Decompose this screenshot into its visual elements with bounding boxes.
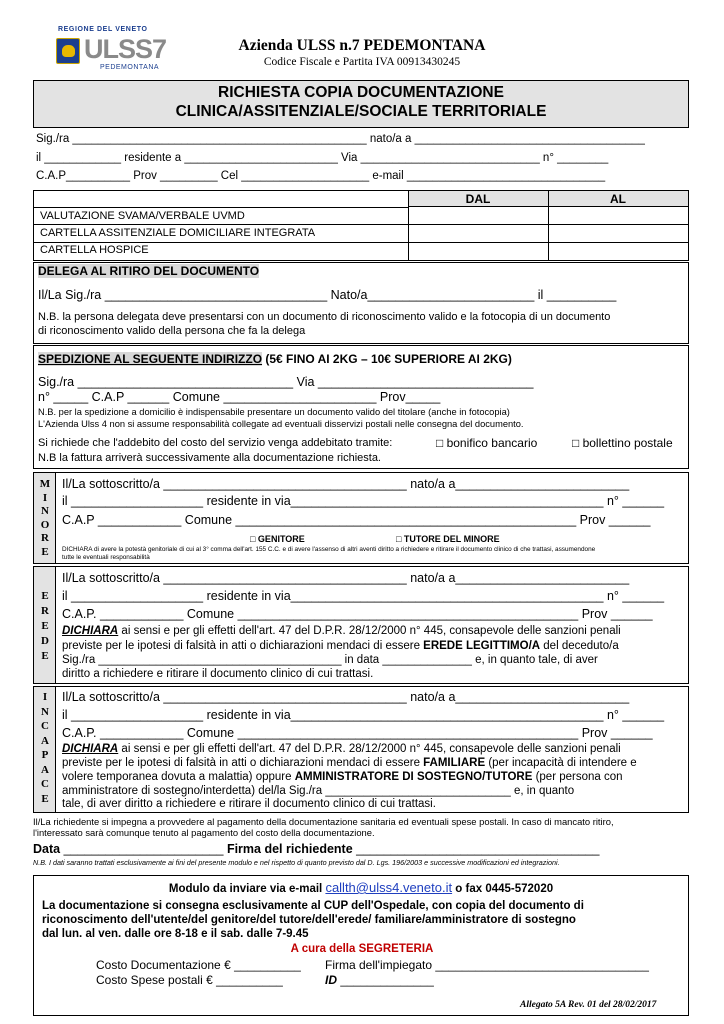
id-line[interactable]: ______________ (337, 973, 434, 987)
cost-postal[interactable]: Costo Spese postali € __________ (96, 973, 283, 987)
side-letter: I (42, 491, 48, 504)
incapace-declaration-4[interactable]: amministratore di sostegno/interdetta) del/la Sig./ra _____________________________ e, in quanto (62, 785, 575, 797)
form-title-line1: RICHIESTA COPIA DOCUMENTAZIONE (218, 84, 504, 101)
firma-field[interactable]: ___________________________________ (352, 842, 600, 856)
id-field[interactable] (325, 973, 434, 987)
side-letter: C (41, 720, 49, 732)
incapace-decl-text: volere temporanea dovuta a malattia) oppure (62, 771, 295, 783)
col-dal-header: DAL (465, 192, 491, 206)
side-letter: A (41, 763, 49, 776)
minore-side-label (34, 478, 56, 559)
side-letter: E (41, 545, 49, 558)
bonifico-checkbox[interactable]: □ bonifico bancario (436, 436, 538, 450)
spedizione-title-text: SPEDIZIONE AL SEGUENTE INDIRIZZO (38, 352, 263, 366)
side-letter: E (41, 792, 49, 805)
incapace-declaration-2 (62, 757, 637, 769)
incapace-declaration-5: tale, di aver diritto a richiedere e ritirare il documento clinico di cui trattasi. (62, 798, 436, 810)
segreteria-title: A cura della SEGRETERIA (290, 943, 434, 955)
table-hline-0 (34, 207, 408, 208)
table-vline-2 (548, 207, 549, 260)
patient-line-2[interactable]: il ____________ residente a ________________________ Via ____________________________ n° ________ (36, 152, 609, 164)
dichiara-word: DICHIARA (62, 743, 119, 755)
agency-name: Azienda ULSS n.7 PEDEMONTANA (238, 37, 486, 54)
side-letter: I (42, 691, 48, 703)
form-title-line2: CLINICA/ASSITENZIALE/SOCIALE TERRITORIALE (175, 103, 547, 120)
payment-commitment-1: Il/La richiedente si impegna a provvedere al pagamento della documentazione sanitaria ed eventuali spese postali. In caso di mancato ritiro, (33, 816, 614, 827)
side-letter: E (41, 650, 49, 662)
erede-decl-text: previste per le ipotesi di falsità in atti o dichiarazioni mendaci di essere (62, 640, 424, 652)
patient-line-1[interactable]: Sig./ra ______________________________________________ nato/a a ____________________________________ (36, 133, 645, 145)
dichiara-word: DICHIARA (62, 625, 119, 637)
incapace-decl-text: ai sensi e per gli effetti dell'art. 47 del D.P.R. 28/12/2000 n° 445, consapevole delle sanzioni penali (118, 743, 621, 755)
bollettino-checkbox[interactable]: □ bollettino postale (572, 436, 673, 450)
invoice-note: N.B la fattura arriverà successivamente alla documentazione richiesta. (38, 452, 381, 464)
delega-title-text: DELEGA AL RITIRO DEL DOCUMENTO (38, 264, 260, 278)
erede-declaration-4: diritto a richiedere e ritirare il documento clinico di cui trattasi. (62, 668, 374, 680)
logo-region-text: REGIONE DEL VENETO (58, 26, 148, 33)
incapace-line-3[interactable]: C.A.P. ____________ Comune _________________________________________________ Prov ______ (62, 726, 653, 740)
signature-line[interactable] (33, 842, 599, 856)
tax-code: Codice Fiscale e Partita IVA 00913430245 (263, 56, 461, 68)
table-hline-1 (34, 224, 688, 225)
patient-line-3[interactable]: C.A.P__________ Prov _________ Cel ____________________ e-mail _______________________________ (36, 170, 606, 182)
spedizione-note-1: N.B. per la spedizione a domicilio è indispensabile presentare un documento valido del titolare (anche in fotocopia) (38, 407, 510, 417)
side-letter: E (41, 620, 49, 632)
side-letter: N (41, 505, 49, 517)
minore-line-3[interactable]: C.A.P ____________ Comune _________________________________________________ Prov ______ (62, 513, 651, 527)
erede-declaration-2 (62, 640, 619, 652)
fax-text: o fax 0445-572020 (452, 883, 554, 895)
table-row: CARTELLA HOSPICE (40, 244, 149, 256)
send-text: Modulo da inviare via e-mail (168, 883, 326, 895)
table-row: CARTELLA ASSITENZIALE DOMICILIARE INTEGRATA (40, 227, 316, 239)
erede-line-3[interactable]: C.A.P. ____________ Comune _________________________________________________ Prov ______ (62, 607, 653, 621)
side-letter: M (39, 478, 51, 490)
incapace-line-1[interactable]: Il/La sottoscritto/a ___________________________________ nato/a a_________________________ (62, 690, 630, 704)
table-hline-2 (34, 242, 688, 243)
incapace-declaration-3 (62, 771, 623, 783)
incapace-declaration-1 (62, 743, 621, 755)
genitore-checkbox[interactable]: □ GENITORE (250, 534, 305, 544)
minore-declaration-1: DICHIARA di avere la potestà genitoriale di cui al 3° comma dell'art. 155 C.C. e di avere l'assenso di altri aventi diritto a richiedere e ritirare il documento clinico di che trattasi, assumendone (62, 546, 596, 553)
spedizione-line-1[interactable]: Sig./ra _______________________________ Via _______________________________ (38, 375, 534, 389)
delega-note-2: di riconoscimento valido della persona che fa la delega (38, 325, 306, 337)
side-letter: E (41, 590, 49, 602)
side-letter: O (40, 518, 50, 531)
erede-line-1[interactable]: Il/La sottoscritto/a ___________________________________ nato/a a_________________________ (62, 571, 630, 585)
firma-label: Firma del richiedente (226, 842, 353, 856)
email-link[interactable]: callth@ulss4.veneto.it (325, 880, 453, 895)
send-instructions (33, 880, 689, 895)
col-al-header: AL (610, 192, 626, 206)
delivery-line-1: La documentazione si consegna esclusivamente al CUP dell'Ospedale, con copia del documento di (42, 900, 584, 912)
side-letter: D (41, 635, 49, 647)
side-letter: C (41, 778, 49, 790)
table-vline-1 (408, 207, 409, 260)
erede-declaration-3[interactable]: Sig./ra ______________________________________ in data ______________ e, in quanto tale, di aver (62, 654, 598, 666)
amministratore-text: AMMINISTRATORE DI SOSTEGNO/TUTORE (294, 771, 533, 783)
minore-declaration-2: tutte le eventuali responsabilità (62, 554, 150, 561)
delega-title (38, 264, 259, 278)
side-letter: A (41, 734, 49, 747)
allegato-ref: Allegato 5A Rev. 01 del 28/02/2017 (520, 1000, 657, 1010)
spedizione-title (38, 352, 512, 366)
table-row: VALUTAZIONE SVAMA/VERBALE UVMD (40, 210, 245, 222)
logo (52, 26, 170, 84)
side-letter: P (41, 749, 49, 761)
employee-signature[interactable]: Firma dell'impiegato ________________________________ (325, 958, 649, 972)
erede-line-2[interactable]: il ___________________ residente in via_____________________________________________ n° ______ (62, 589, 665, 603)
incapace-line-2[interactable]: il ___________________ residente in via_____________________________________________ n° ______ (62, 708, 665, 722)
id-label: ID (325, 973, 337, 987)
delega-note-1: N.B. la persona delegata deve presentarsi con un documento di riconoscimento valido e la fotocopia di un documento (38, 311, 611, 323)
familiare-text: FAMILIARE (423, 757, 486, 769)
logo-sub-text: PEDEMONTANA (100, 64, 160, 71)
side-letter: N (41, 705, 49, 718)
data-field[interactable]: _______________________ (60, 842, 227, 856)
incapace-decl-text: previste per le ipotesi di falsità in atti o dichiarazioni mendaci di essere (62, 757, 424, 769)
erede-side-label (34, 589, 56, 664)
side-letter: R (41, 532, 49, 544)
erede-decl-text: ai sensi e per gli effetti dell'art. 47 del D.P.R. 28/12/2000 n° 445, consapevole delle sanzioni penali (118, 625, 621, 637)
delivery-line-2: riconoscimento dell'utente/del genitore/del tutore/dell'erede/ familiare/amministratore di sostegno (42, 914, 576, 926)
incapace-decl-text: (per incapacità di intendere e (485, 757, 637, 769)
erede-decl-text: del deceduto/a (540, 640, 619, 652)
spedizione-note-2: L'Azienda Ulss 4 non si assume responsabilità collegate ad eventuali disservizi postali nelle consegna del documento. (38, 419, 524, 429)
erede-declaration-1 (62, 625, 621, 637)
minore-line-2[interactable]: il ___________________ residente in via_____________________________________________ n° ______ (62, 494, 665, 508)
data-label: Data (33, 842, 61, 856)
incapace-side-label (34, 690, 56, 806)
privacy-note: N.B. I dati saranno trattati esclusivamente ai fini del presente modulo e nel rispetto di quanto previsto dal D. Lgs. 196/2003 e successive modificazioni ed integrazioni. (33, 858, 560, 867)
spedizione-line-2[interactable]: n° _____ C.A.P ______ Comune ______________________ Prov_____ (38, 390, 441, 404)
spedizione-title-rest: (5€ FINO AI 2KG – 10€ SUPERIORE AI 2KG) (262, 352, 512, 366)
payment-text: Si richiede che l'addebito del costo del servizio venga addebitato tramite: (38, 437, 393, 449)
delivery-line-3: dal lun. al ven. dalle ore 8-18 e il sab. dalle 7-9.45 (42, 928, 309, 940)
logo-brand-text: ULSS7 (84, 34, 167, 64)
delega-line[interactable]: Il/La Sig./ra ________________________________ Nato/a________________________ il __________ (38, 288, 617, 302)
side-letter: R (41, 605, 49, 617)
tutore-checkbox[interactable]: □ TUTORE DEL MINORE (396, 534, 500, 544)
incapace-decl-text: (per persona con (532, 771, 623, 783)
minore-line-1[interactable]: Il/La sottoscritto/a ___________________________________ nato/a a_________________________ (62, 477, 630, 491)
cost-documentation[interactable]: Costo Documentazione € __________ (96, 958, 301, 972)
payment-commitment-2: l'interessato sarà comunque tenuto al pagamento del costo della documentazione. (33, 827, 375, 838)
erede-legittimo-text: EREDE LEGITTIMO/A (423, 640, 541, 652)
